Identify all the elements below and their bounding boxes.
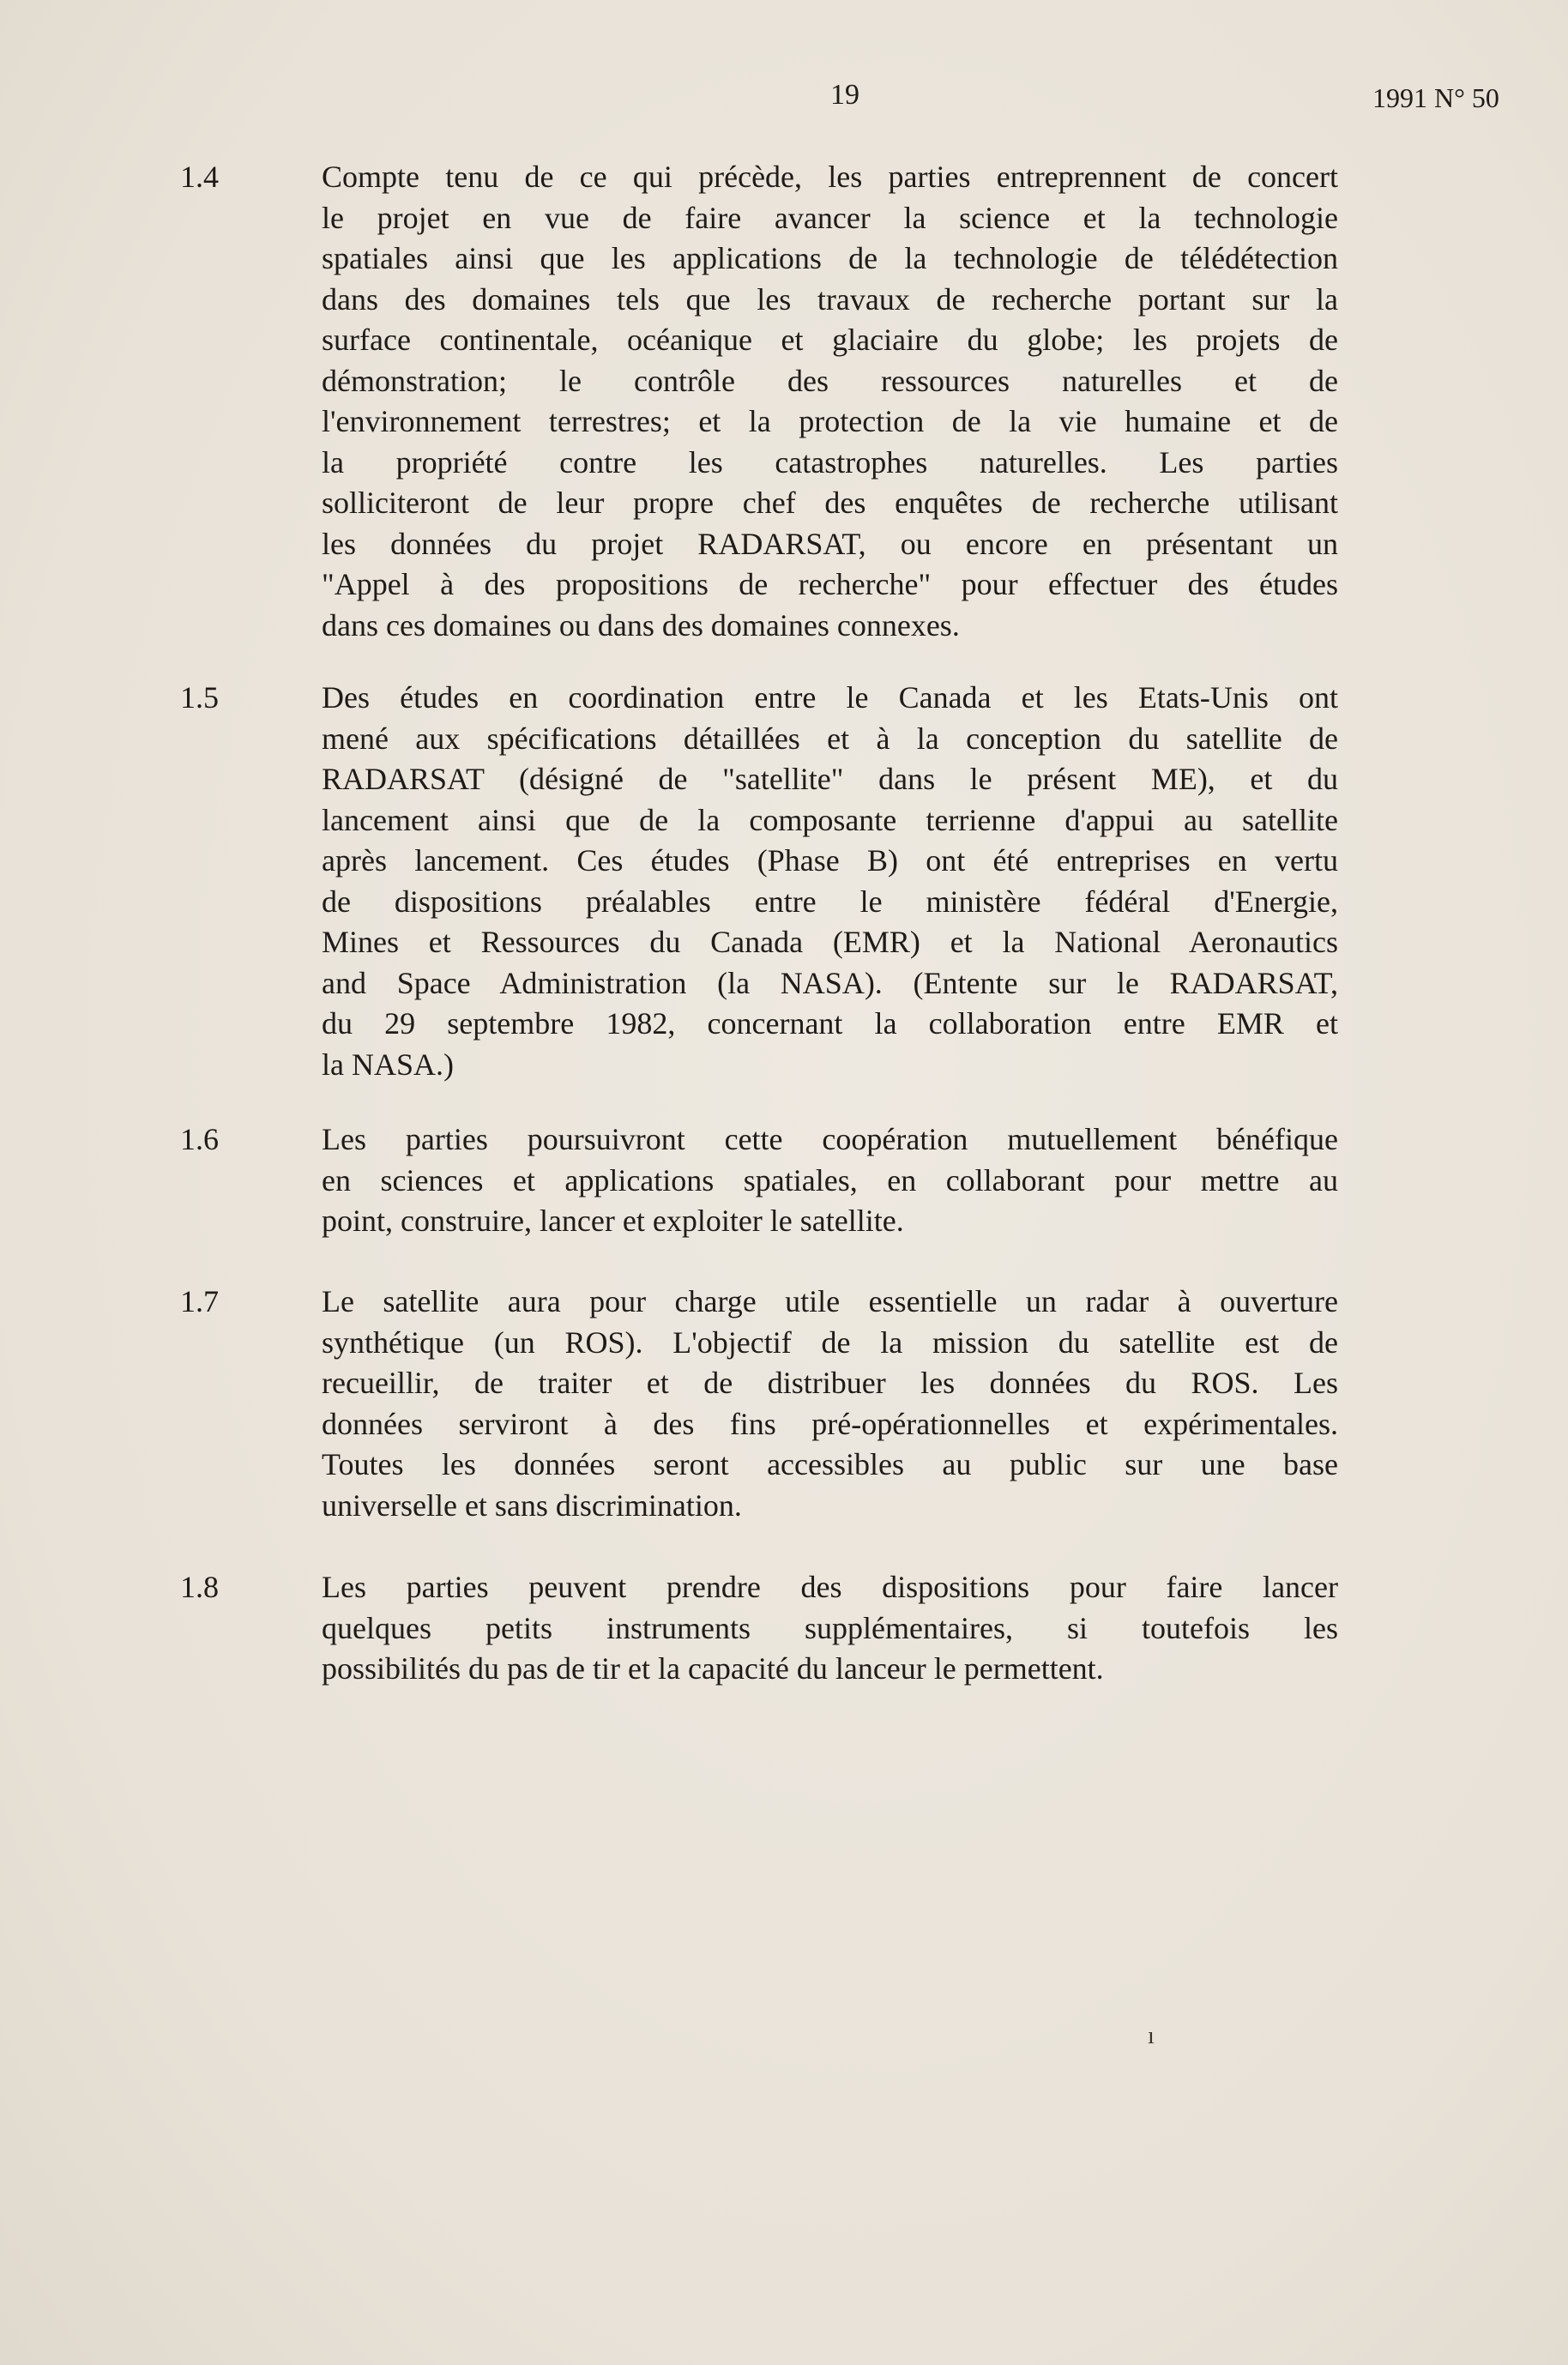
- text-line: recueillir, de traiter et de distribuer les données du ROS. Les: [322, 1366, 1338, 1400]
- text-line: possibilités du pas de tir et la capacité du lanceur le permettent.: [322, 1651, 1104, 1686]
- paragraph-text: [322, 1282, 1338, 1526]
- text-line: Les parties peuvent prendre des dispositions pour faire lancer: [322, 1570, 1338, 1604]
- paragraph-text: [322, 157, 1338, 646]
- text-line: les données du projet RADARSAT, ou encore en présentant un: [322, 526, 1338, 561]
- text-line: de dispositions préalables entre le ministère fédéral d'Energie,: [322, 884, 1338, 919]
- text-line: Des études en coordination entre le Canada et les Etats-Unis ont: [322, 680, 1338, 715]
- text-line: solliciteront de leur propre chef des enquêtes de recherche utilisant: [322, 486, 1338, 520]
- text-line: quelques petits instruments supplémentaires, si toutefois les: [322, 1610, 1338, 1645]
- page-number: 19: [830, 79, 859, 111]
- text-line: surface continentale, océanique et glaciaire du globe; les projets de: [322, 323, 1338, 357]
- text-line: and Space Administration (la NASA). (Entente sur le RADARSAT,: [322, 965, 1338, 1000]
- text-line: mené aux spécifications détaillées et à la conception du satellite de: [322, 721, 1338, 756]
- text-line: démonstration; le contrôle des ressources naturelles et de: [322, 363, 1338, 398]
- text-line: données serviront à des fins pré-opérationnelles et expérimentales.: [322, 1406, 1338, 1441]
- text-line: RADARSAT (désigné de "satellite" dans le présent ME), et du: [322, 762, 1338, 796]
- paragraph-number: 1.6: [180, 1122, 219, 1156]
- text-line: Compte tenu de ce qui précède, les parties entreprennent de concert: [322, 160, 1338, 194]
- text-line: synthétique (un ROS). L'objectif de la mission du satellite est de: [322, 1324, 1338, 1360]
- text-line: l'environnement terrestres; et la protection de la vie humaine et de: [322, 404, 1338, 438]
- text-line: dans ces domaines ou dans des domaines connexes.: [322, 607, 960, 643]
- document-reference: 1991 N° 50: [1372, 82, 1499, 113]
- text-line: point, construire, lancer et exploiter le satellite.: [322, 1204, 904, 1238]
- paragraph-text: [322, 678, 1338, 1085]
- text-line: la propriété contre les catastrophes naturelles. Les parties: [322, 444, 1338, 480]
- text-line: du 29 septembre 1982, concernant la collaboration entre EMR et: [322, 1006, 1338, 1041]
- text-line: dans des domaines tels que les travaux de recherche portant sur la: [322, 281, 1338, 317]
- paragraph-number: 1.4: [180, 160, 219, 194]
- text-line: en sciences et applications spatiales, en collaborant pour mettre au: [322, 1162, 1338, 1198]
- text-line: la NASA.): [322, 1047, 454, 1082]
- text-line: "Appel à des propositions de recherche" pour effectuer des études: [322, 567, 1338, 601]
- text-line: Les parties poursuivront cette coopération mutuellement bénéfique: [322, 1122, 1338, 1156]
- paragraph-text: [322, 1567, 1338, 1690]
- text-line: après lancement. Ces études (Phase B) ont été entreprises en vertu: [322, 843, 1338, 878]
- text-line: lancement ainsi que de la composante terrienne d'appui au satellite: [322, 802, 1338, 837]
- paragraph-text: [322, 1119, 1338, 1242]
- text-line: Mines et Ressources du Canada (EMR) et la National Aeronautics: [322, 925, 1338, 959]
- text-line: spatiales ainsi que les applications de la technologie de télédétection: [322, 241, 1338, 275]
- paragraph-number: 1.5: [180, 680, 219, 715]
- text-line: universelle et sans discrimination.: [322, 1487, 742, 1523]
- scan-speck: ı: [1148, 2023, 1155, 2049]
- text-line: Toutes les données seront accessibles au public sur une base: [322, 1447, 1338, 1481]
- paragraph-number: 1.7: [180, 1284, 219, 1318]
- text-line: Le satellite aura pour charge utile essentielle un radar à ouverture: [322, 1284, 1338, 1318]
- paragraph-number: 1.8: [180, 1570, 219, 1604]
- text-line: le projet en vue de faire avancer la science et la technologie: [322, 200, 1338, 235]
